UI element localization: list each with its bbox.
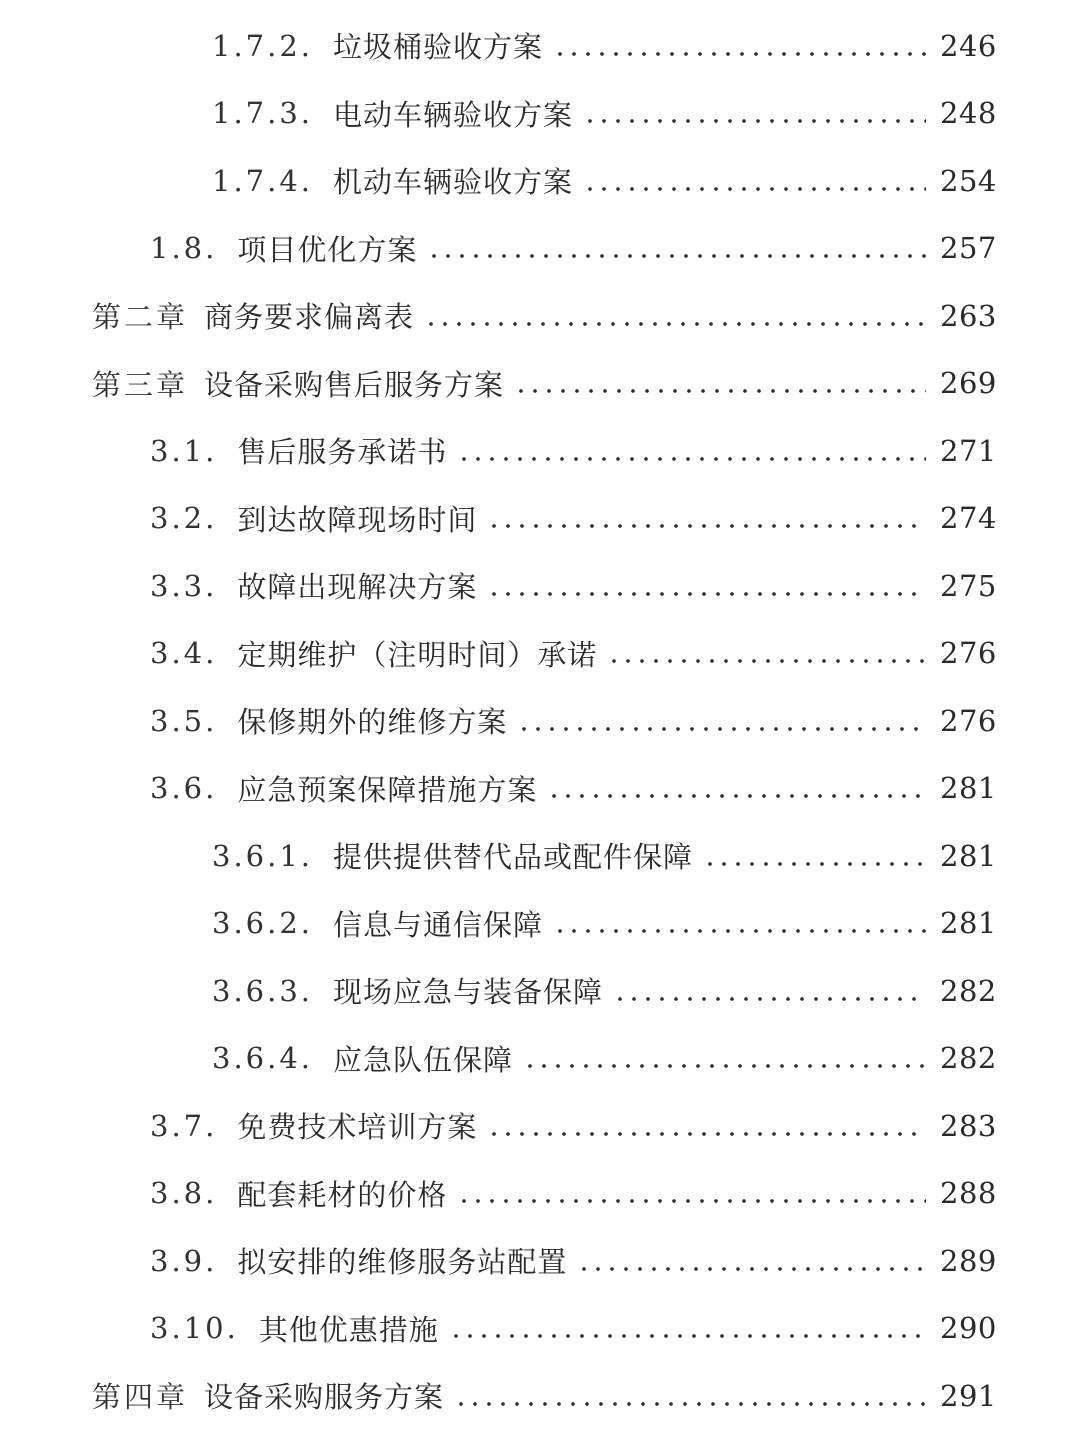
dot-leader — [583, 166, 926, 196]
toc-entry[interactable] — [0, 1227, 1080, 1295]
toc-entry[interactable] — [0, 1025, 1080, 1093]
toc-entry-page: 282 — [940, 1041, 997, 1076]
toc-entry-number: 1.8. — [150, 231, 218, 266]
dot-leader — [454, 1381, 926, 1411]
toc-entry-title: 售后服务承诺书 — [237, 435, 448, 470]
toc-entry-page: 291 — [940, 1378, 997, 1413]
toc-entry-page: 281 — [940, 838, 997, 873]
toc-entry-title: 电动车辆验收方案 — [333, 97, 574, 132]
toc-entry-title: 应急队伍保障 — [333, 1042, 514, 1077]
toc-entry-title: 垃圾桶验收方案 — [333, 30, 544, 65]
toc-entry-page: 269 — [940, 366, 997, 401]
toc-entry[interactable] — [0, 957, 1080, 1025]
toc-entry[interactable] — [0, 755, 1080, 823]
toc-entry-page: 275 — [940, 568, 997, 603]
toc-entry[interactable] — [0, 890, 1080, 958]
dot-leader — [577, 1246, 926, 1276]
toc-entry-title: 项目优化方案 — [237, 232, 418, 267]
toc-entry[interactable] — [0, 147, 1080, 215]
dot-leader — [523, 1043, 926, 1073]
toc-chapter-number: 第三章 — [92, 367, 189, 402]
toc-entry[interactable] — [0, 417, 1080, 485]
toc-entry-title: 保修期外的维修方案 — [237, 705, 508, 740]
toc-chapter-number: 第四章 — [92, 1380, 189, 1415]
toc-entry-title: 定期维护（注明时间）承诺 — [237, 637, 598, 672]
toc-chapter-entry[interactable] — [0, 282, 1080, 350]
toc-entry-page: 257 — [940, 231, 997, 266]
toc-entry-page: 276 — [940, 703, 997, 738]
toc-entry-number: 3.6. — [150, 771, 218, 806]
toc-entry-title: 商务要求偏离表 — [204, 300, 415, 335]
toc-entry-number: 3.8. — [150, 1176, 218, 1211]
toc-entry-number: 3.2. — [150, 501, 218, 536]
toc-entry-page: 276 — [940, 636, 997, 671]
toc-entry[interactable] — [0, 822, 1080, 890]
toc-entry[interactable] — [0, 12, 1080, 80]
toc-entry-title: 故障出现解决方案 — [237, 570, 478, 605]
dot-leader — [457, 1178, 926, 1208]
toc-entry[interactable] — [0, 687, 1080, 755]
toc-chapter-entry[interactable] — [0, 350, 1080, 418]
toc-entry[interactable] — [0, 552, 1080, 620]
toc-entry[interactable] — [0, 620, 1080, 688]
toc-entry-number: 1.7.4. — [212, 163, 314, 198]
toc-chapter-number: 第二章 — [92, 300, 189, 335]
toc-entry-number: 3.6.3. — [212, 973, 314, 1008]
toc-entry-number: 3.9. — [150, 1243, 218, 1278]
toc-entry-number: 3.6.2. — [212, 906, 314, 941]
toc-entry[interactable] — [0, 485, 1080, 553]
toc-entry-page: 263 — [940, 298, 997, 333]
dot-leader — [514, 368, 926, 398]
toc-entry-number: 3.3. — [150, 568, 218, 603]
toc-entry-title: 信息与通信保障 — [333, 907, 544, 942]
toc-entry-page: 281 — [940, 906, 997, 941]
toc-entry-page: 290 — [940, 1311, 997, 1346]
table-of-contents — [0, 12, 1080, 1430]
dot-leader — [703, 841, 926, 871]
toc-entry-page: 248 — [940, 96, 997, 131]
toc-entry-title: 到达故障现场时间 — [237, 502, 478, 537]
toc-entry-title: 配套耗材的价格 — [237, 1177, 448, 1212]
toc-entry-title: 免费技术培训方案 — [237, 1110, 478, 1145]
toc-entry-page: 289 — [940, 1243, 997, 1278]
toc-entry-page: 274 — [940, 501, 997, 536]
dot-leader — [427, 233, 926, 263]
toc-entry[interactable] — [0, 1295, 1080, 1363]
toc-entry-title: 机动车辆验收方案 — [333, 165, 574, 200]
toc-entry-number: 3.1. — [150, 433, 218, 468]
toc-entry-page: 246 — [940, 28, 997, 63]
toc-chapter-entry[interactable] — [0, 1362, 1080, 1430]
toc-entry-page: 288 — [940, 1176, 997, 1211]
dot-leader — [487, 571, 926, 601]
toc-entry-number: 1.7.3. — [212, 96, 314, 131]
dot-leader — [457, 436, 926, 466]
dot-leader — [613, 976, 926, 1006]
toc-entry-page: 254 — [940, 163, 997, 198]
toc-entry-number: 3.5. — [150, 703, 218, 738]
dot-leader — [607, 638, 926, 668]
dot-leader — [553, 31, 926, 61]
dot-leader — [487, 1111, 926, 1141]
toc-entry-title: 现场应急与装备保障 — [333, 975, 604, 1010]
toc-entry[interactable] — [0, 1092, 1080, 1160]
dot-leader — [449, 1313, 926, 1343]
toc-entry-title: 设备采购售后服务方案 — [204, 367, 505, 402]
toc-entry-title: 提供提供替代品或配件保障 — [333, 840, 694, 875]
toc-entry-page: 282 — [940, 973, 997, 1008]
toc-entry-page: 281 — [940, 771, 997, 806]
toc-entry-page: 283 — [940, 1108, 997, 1143]
toc-entry-number: 3.10. — [150, 1311, 239, 1346]
toc-entry-page: 271 — [940, 433, 997, 468]
toc-entry-number: 3.7. — [150, 1108, 218, 1143]
dot-leader — [553, 908, 926, 938]
dot-leader — [583, 98, 926, 128]
toc-entry-title: 拟安排的维修服务站配置 — [237, 1245, 568, 1280]
dot-leader — [487, 503, 926, 533]
dot-leader — [424, 301, 926, 331]
dot-leader — [517, 706, 926, 736]
toc-entry-number: 3.6.4. — [212, 1041, 314, 1076]
toc-entry-number: 1.7.2. — [212, 28, 314, 63]
toc-entry-number: 3.6.1. — [212, 838, 314, 873]
dot-leader — [547, 773, 926, 803]
toc-entry[interactable] — [0, 80, 1080, 148]
toc-entry-title: 设备采购服务方案 — [204, 1380, 445, 1415]
toc-entry-title: 应急预案保障措施方案 — [237, 772, 538, 807]
toc-entry-number: 3.4. — [150, 636, 218, 671]
toc-entry[interactable] — [0, 215, 1080, 283]
toc-entry-title: 其他优惠措施 — [258, 1312, 439, 1347]
toc-entry[interactable] — [0, 1160, 1080, 1228]
